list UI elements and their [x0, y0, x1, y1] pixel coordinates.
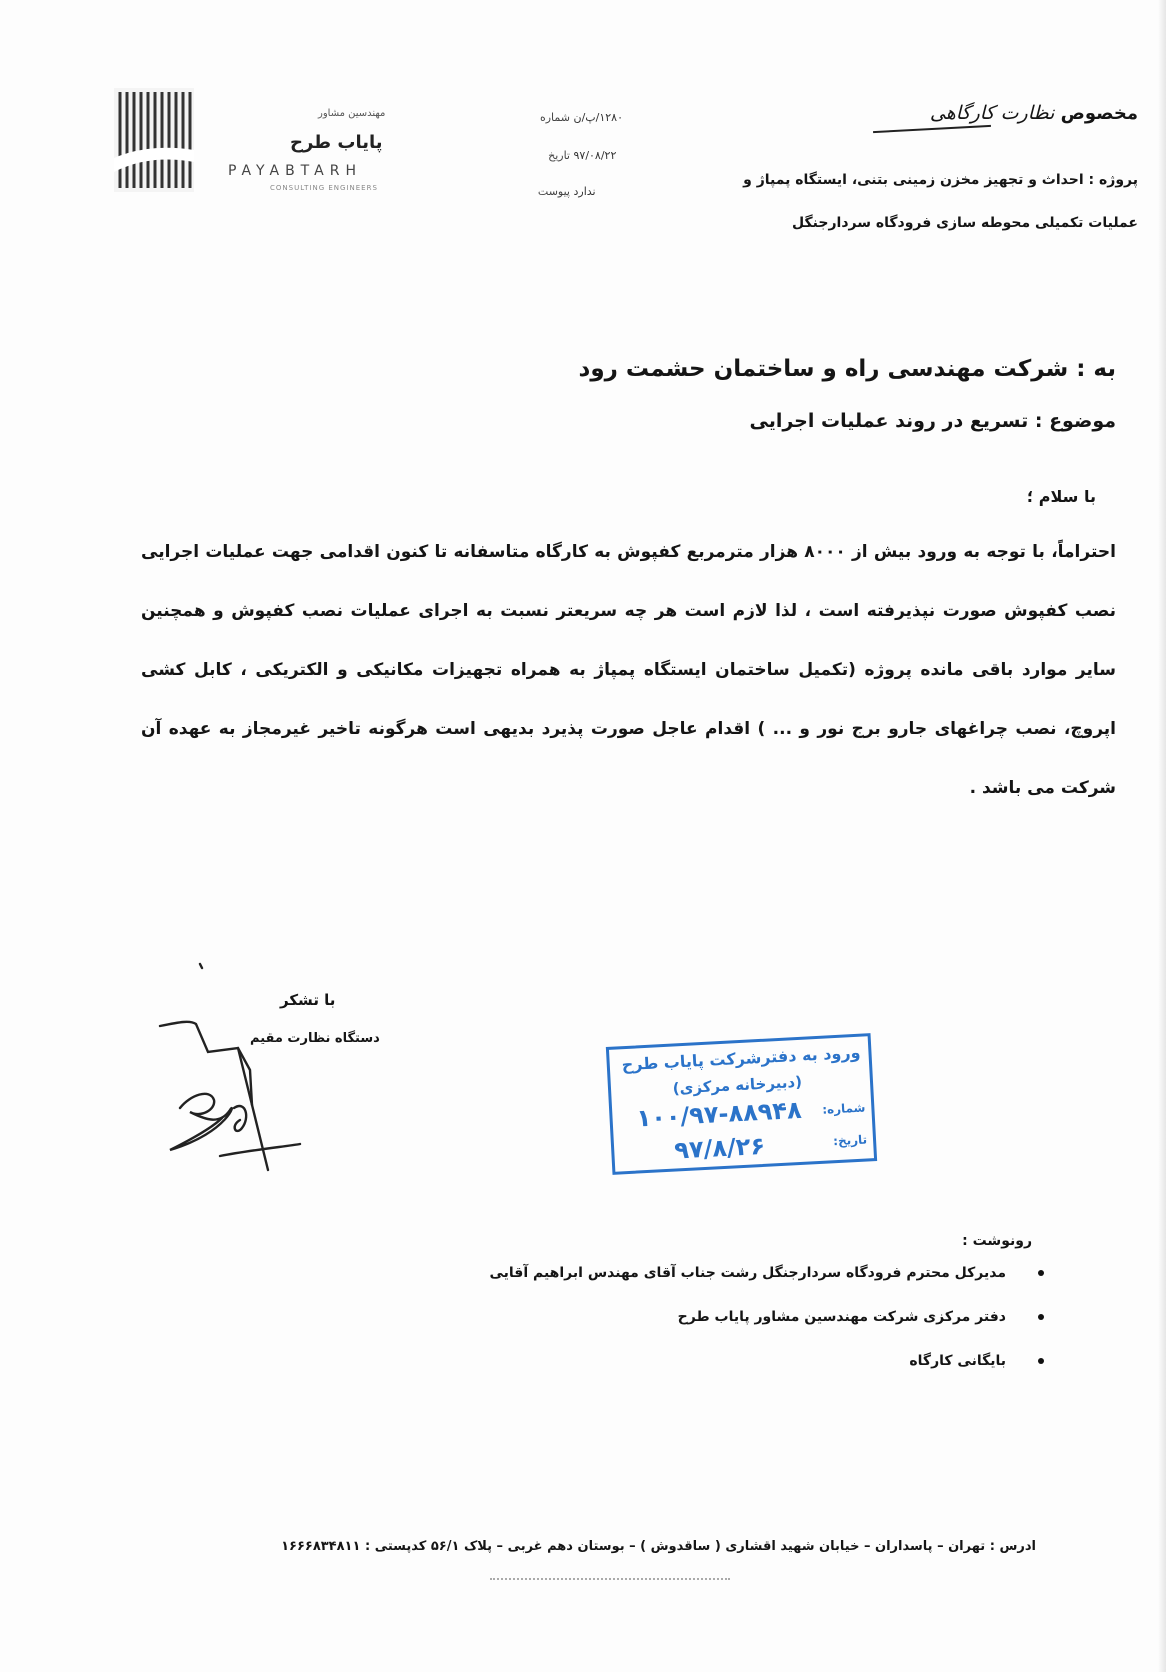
- signature-title: دستگاه نظارت مقیم: [250, 1031, 380, 1046]
- recipient: به : شرکت مهندسی راه و ساختمان حشمت رود: [578, 356, 1116, 382]
- logo-name-en: PAYABTARH: [228, 163, 362, 179]
- letter-number: [510, 111, 623, 124]
- stamp-number-value: ۱۰۰/۹۷-۸۸۹۴۸: [635, 1095, 803, 1133]
- header-title-prefix: مخصوص: [1060, 103, 1138, 124]
- cc-list: [489, 1262, 1044, 1394]
- project-line-1: پروژه : احداث و تجهیز مخزن زمینی بتنی، ایستگاه پمپاژ و: [743, 172, 1138, 188]
- cc-item: [489, 1350, 1044, 1394]
- letter-date-label: تاریخ: [548, 149, 570, 162]
- payabtarh-logo-icon: [114, 88, 194, 192]
- bullet-icon: [1038, 1358, 1044, 1364]
- footer-divider: [490, 1578, 730, 1582]
- greeting: با سلام ؛: [1026, 487, 1096, 506]
- stamp-subtitle: (دبیرخانه مرکزی): [672, 1072, 803, 1098]
- stamp-date-value: ۹۷/۸/۲۶: [673, 1131, 766, 1165]
- logo-subtitle-fa: مهندسین مشاور: [318, 108, 386, 119]
- logo-subtitle-en: CONSULTING ENGINEERS: [270, 184, 378, 192]
- stamp-number-label: شماره:: [821, 1100, 866, 1117]
- cc-item-text: بایگانی کارگاه: [909, 1353, 1006, 1369]
- cc-item: [489, 1262, 1044, 1306]
- signature-thanks: با تشکر: [280, 991, 336, 1009]
- cc-label: رونوشت :: [962, 1233, 1032, 1249]
- project-line-2: عملیات تکمیلی محوطه سازی فرودگاه سردارجنگل: [792, 215, 1138, 231]
- header-title-handwritten: نظارت کارگاهی: [929, 102, 1055, 124]
- letter-number-value: ۱۲۸۰/پ/ن: [573, 111, 623, 124]
- header-title: [930, 102, 1138, 124]
- letter-attachment-value: ندارد: [573, 185, 596, 198]
- bullet-icon: [1038, 1270, 1044, 1276]
- letter-number-label: شماره: [539, 111, 570, 124]
- logo-name-fa: پایاب طرح: [290, 132, 383, 153]
- receipt-stamp: [606, 1033, 877, 1175]
- letter-body: احتراماً، با توجه به ورود بیش از ۸۰۰۰ هزار مترمربع کفپوش به کارگاه متاسفانه تا کنون اقدامی جهت عملیات اجرایی نصب کفپوش صورت نپذیرفته است ، لذا لازم است هر چه سریعتر نسبت به اجرای عملیات نصب کفپوش و همچنین سایر موارد باقی مانده پروژه (تکمیل ساختمان ایستگاه پمپاژ به همراه تجهیزات مکانیکی و الکتریکی ، کابل کشی اپروچ، نصب چراغهای جارو برج نور و ... ) اقدام عاجل صورت پذیرد بدیهی است هرگونه تاخیر غیرمجاز به عهده آن شرکت می باشد .: [141, 542, 1116, 798]
- header-underline: [873, 125, 991, 133]
- scan-edge: [1158, 0, 1166, 1672]
- subject: موضوع : تسریع در روند عملیات اجرایی: [749, 410, 1116, 432]
- letter-attachment: [510, 185, 596, 198]
- handwritten-signature-icon: [150, 960, 310, 1180]
- cc-item: [489, 1306, 1044, 1350]
- cc-item-text: مدیرکل محترم فرودگاه سردارجنگل رشت جناب آقای مهندس ابراهیم آقایی: [489, 1265, 1006, 1281]
- stamp-title: ورود به دفترشرکت پایاب طرح: [621, 1042, 861, 1075]
- bullet-icon: [1038, 1314, 1044, 1320]
- letter-date: [510, 149, 616, 162]
- cc-item-text: دفتر مرکزی شرکت مهندسین مشاور پایاب طرح: [677, 1309, 1006, 1325]
- stamp-date-label: تاریخ:: [832, 1132, 868, 1149]
- letter-date-value: ۹۷/۰۸/۲۲: [573, 149, 617, 162]
- letter-attachment-label: پیوست: [537, 185, 570, 198]
- footer-address: ادرس : تهران – پاسداران – خیابان شهید اقشاری ( ساقدوش ) – بوستان دهم غربی – پلاک ۵۶/۱ کدپستی : ۱۶۶۶۸۳۴۸۱۱: [281, 1539, 1036, 1554]
